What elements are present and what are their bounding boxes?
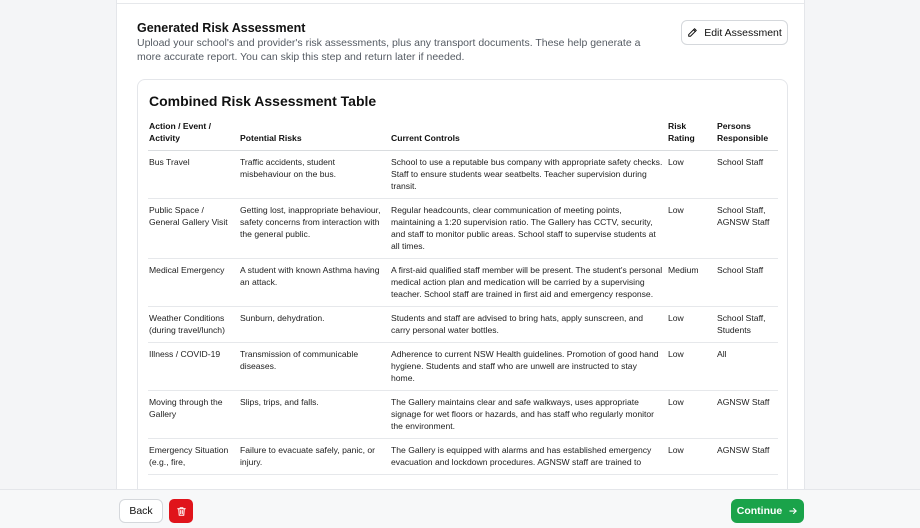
table-header-row: [148, 120, 778, 151]
cell-activity: Moving through the Gallery: [148, 391, 239, 439]
cell-rating: Medium: [667, 259, 716, 307]
risk-assessment-table: [148, 120, 778, 475]
cell-controls: A first-aid qualified staff member will be present. The student's personal medical action plan and medication will be carried by a supervising teacher. School staff are trained in first aid and emergency response.: [390, 259, 667, 307]
cell-responsible: All: [716, 343, 778, 391]
header-potential-risks: Potential Risks: [239, 120, 390, 151]
table-row: [148, 439, 778, 475]
table-row: [148, 151, 778, 199]
table-title: Combined Risk Assessment Table: [149, 93, 377, 109]
cell-activity: Medical Emergency: [148, 259, 239, 307]
cell-activity: Weather Conditions (during travel/lunch): [148, 307, 239, 343]
continue-label: Continue: [736, 505, 783, 517]
cell-activity: Public Space / General Gallery Visit: [148, 199, 239, 259]
arrow-right-icon: [788, 506, 798, 516]
header-current-controls: Current Controls: [390, 120, 667, 151]
footer-bar: [0, 489, 920, 528]
cell-controls: Students and staff are advised to bring hats, apply sunscreen, and carry personal water bottles.: [390, 307, 667, 343]
cell-rating: Low: [667, 343, 716, 391]
cell-rating: Low: [667, 151, 716, 199]
table-row: [148, 391, 778, 439]
table-row: [148, 259, 778, 307]
header-activity: Action / Event / Activity: [148, 120, 239, 151]
section-title: Generated Risk Assessment: [137, 21, 306, 35]
edit-assessment-button[interactable]: [681, 20, 788, 45]
cell-risks: A student with known Asthma having an attack.: [239, 259, 390, 307]
cell-responsible: AGNSW Staff: [716, 439, 778, 475]
cell-activity: Bus Travel: [148, 151, 239, 199]
delete-button[interactable]: [169, 499, 193, 523]
cell-controls: The Gallery is equipped with alarms and has established emergency evacuation and lockdown procedures. AGNSW staff are trained to: [390, 439, 667, 475]
cell-risks: Slips, trips, and falls.: [239, 391, 390, 439]
cell-responsible: School Staff, AGNSW Staff: [716, 199, 778, 259]
pencil-icon: [687, 27, 698, 38]
cell-responsible: School Staff: [716, 151, 778, 199]
content-card: [116, 0, 805, 528]
risk-table-card: [137, 79, 788, 509]
cell-controls: The Gallery maintains clear and safe walkways, uses appropriate signage for wet floors or hazards, and has staff who regularly monitor the environment.: [390, 391, 667, 439]
cell-risks: Sunburn, dehydration.: [239, 307, 390, 343]
back-button[interactable]: Back: [119, 499, 163, 523]
cell-controls: Adherence to current NSW Health guidelines. Promotion of good hand hygiene. Students and staff who are unwell are instructed to stay home.: [390, 343, 667, 391]
cell-controls: School to use a reputable bus company with appropriate safety checks. Staff to ensure students wear seatbelts. Teacher supervision during transit.: [390, 151, 667, 199]
edit-assessment-label: Edit Assessment: [704, 26, 782, 39]
divider: [117, 3, 804, 4]
cell-rating: Low: [667, 439, 716, 475]
cell-risks: Failure to evacuate safely, panic, or injury.: [239, 439, 390, 475]
continue-button[interactable]: [731, 499, 804, 523]
cell-activity: Emergency Situation (e.g., fire,: [148, 439, 239, 475]
cell-risks: Traffic accidents, student misbehaviour on the bus.: [239, 151, 390, 199]
trash-icon: [176, 506, 187, 517]
table-row: [148, 307, 778, 343]
cell-risks: Transmission of communicable diseases.: [239, 343, 390, 391]
cell-rating: Low: [667, 307, 716, 343]
cell-rating: Low: [667, 391, 716, 439]
cell-rating: Low: [667, 199, 716, 259]
section-description: Upload your school's and provider's risk assessments, plus any transport documents. These help generate a more accurate report. You can skip this step and return later if needed.: [137, 37, 641, 63]
header-persons-responsible: Persons Responsible: [716, 120, 778, 151]
cell-risks: Getting lost, inappropriate behaviour, safety concerns from interaction with the general public.: [239, 199, 390, 259]
cell-responsible: AGNSW Staff: [716, 391, 778, 439]
cell-responsible: School Staff, Students: [716, 307, 778, 343]
cell-activity: Illness / COVID-19: [148, 343, 239, 391]
table-row: [148, 343, 778, 391]
header-risk-rating: Risk Rating: [667, 120, 716, 151]
cell-responsible: School Staff: [716, 259, 778, 307]
table-row: [148, 199, 778, 259]
cell-controls: Regular headcounts, clear communication of meeting points, maintaining a 1:20 supervision ratio. The Gallery has CCTV, security, and staff to monitor public areas. School staff to supervise students at all times.: [390, 199, 667, 259]
